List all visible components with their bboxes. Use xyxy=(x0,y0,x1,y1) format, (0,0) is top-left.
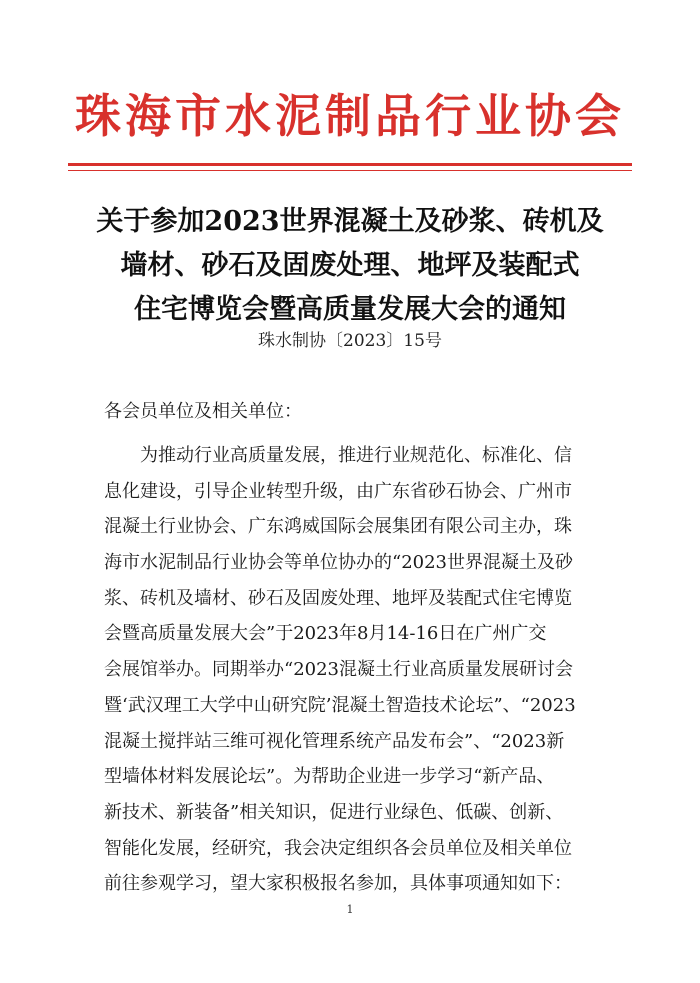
header-rule-thin xyxy=(68,170,632,171)
body-text xyxy=(104,438,604,902)
body-line: 混凝土行业协会、广东鸿威国际会展集团有限公司主办，珠 xyxy=(104,516,572,538)
body-line: 为推动行业高质量发展，推进行业规范化、标准化、信 xyxy=(140,445,572,466)
body-line: 型墙体材料发展论坛”。为帮助企业进一步学习“新产品、 xyxy=(104,766,555,788)
title-line: 关于参加2023世界混凝土及砂浆、砖机及 xyxy=(96,206,604,237)
document-title xyxy=(0,200,700,332)
page-number: 1 xyxy=(346,903,354,916)
body-line: 前往参观学习，望大家积极报名参加，具体事项通知如下： xyxy=(104,873,572,895)
body-line: 海市水泥制品行业协会等单位协办的“2023世界混凝土及砂 xyxy=(104,552,574,574)
header-rule-thick xyxy=(68,163,632,166)
title-line: 墙材、砂石及固废处理、地坪及装配式 xyxy=(120,250,580,281)
organization-header: 珠海市水泥制品行业协会 xyxy=(75,89,625,143)
body-line: 暨‘武汉理工大学中山研究院’混凝土智造技术论坛”、“2023 xyxy=(104,694,576,716)
body-line: 会展馆举办。同期举办“2023混凝土行业高质量发展研讨会 xyxy=(104,659,574,681)
body-line: 浆、砖机及墙材、砂石及固废处理、地坪及装配式住宅博览 xyxy=(104,587,572,609)
body-line: 会暨高质量发展大会”于2023年8月14-16日在广州广交 xyxy=(104,623,547,645)
body-line: 混凝土搅拌站三维可视化管理系统产品发布会”、“2023新 xyxy=(104,730,565,752)
salutation: 各会员单位及相关单位： xyxy=(104,401,302,422)
body-line: 智能化发展，经研究，我会决定组织各会员单位及相关单位 xyxy=(104,837,572,859)
body-line: 新技术、新装备”相关知识，促进行业绿色、低碳、创新、 xyxy=(104,801,564,823)
body-line: 息化建设，引导企业转型升级，由广东省砂石协会、广州市 xyxy=(104,480,572,502)
document-number: 珠水制协〔2023〕15号 xyxy=(258,331,442,351)
title-line: 住宅博览会暨高质量发展大会的通知 xyxy=(134,294,566,325)
